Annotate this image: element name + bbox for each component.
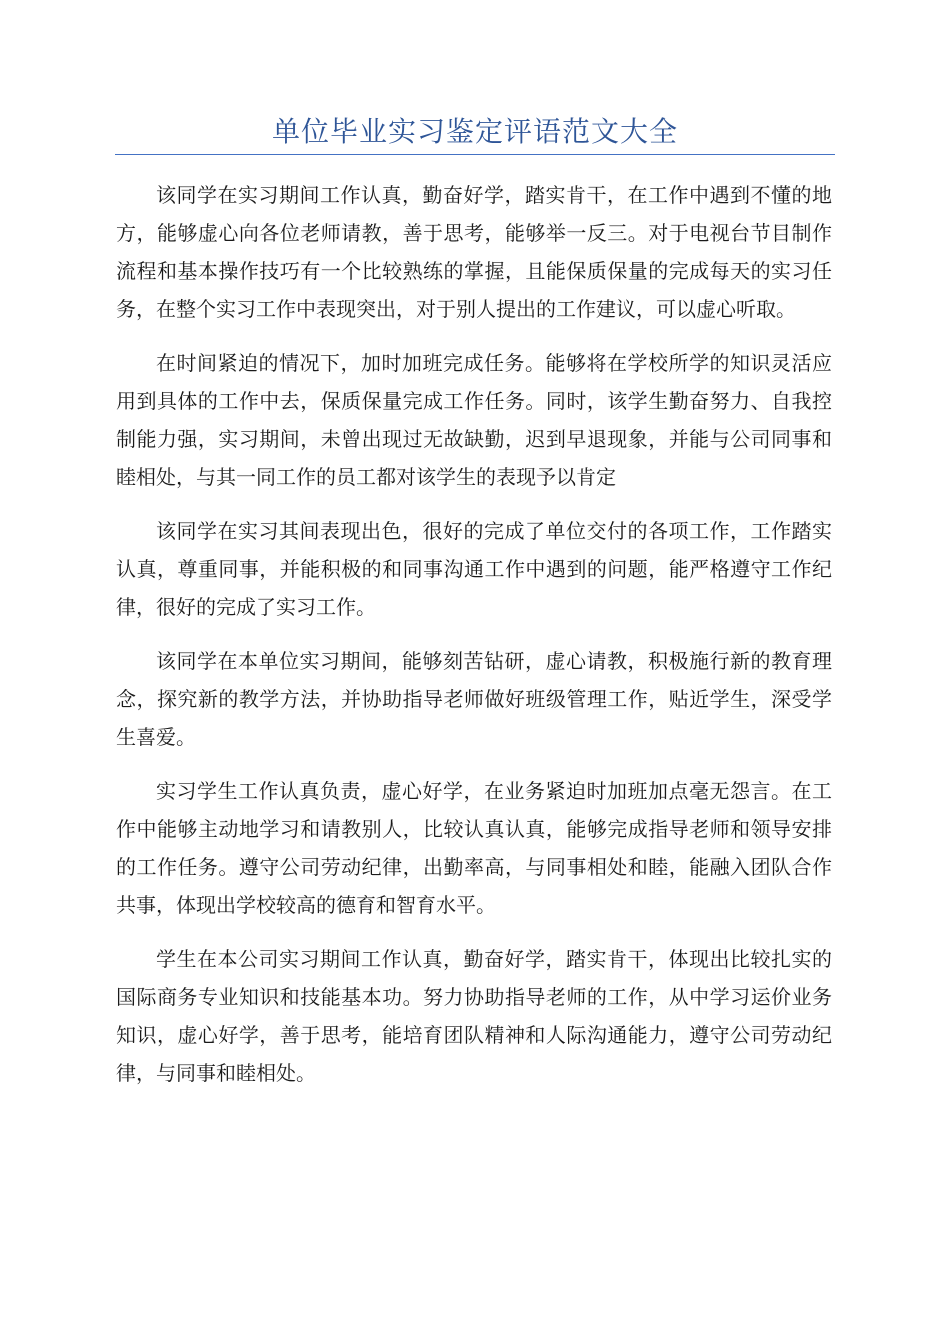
paragraph-3: 该同学在实习其间表现出色，很好的完成了单位交付的各项工作，工作踏实认真，尊重同事，并能积极的和同事沟通工作中遇到的问题，能严格遵守工作纪律，很好的完成了实习工作。: [116, 519, 832, 619]
paragraph-2: 在时间紧迫的情况下，加时加班完成任务。能够将在学校所学的知识灵活应用到具体的工作中去，保质保量完成工作任务。同时，该学生勤奋努力、自我控制能力强，实习期间，未曾出现过无故缺勤，迟到早退现象，并能与公司同事和睦相处，与其一同工作的员工都对该学生的表现予以肯定: [116, 351, 832, 489]
title-underline: [115, 154, 835, 155]
paragraph-1: 该同学在实习期间工作认真，勤奋好学，踏实肯干，在工作中遇到不懂的地方，能够虚心向各位老师请教，善于思考，能够举一反三。对于电视台节目制作流程和基本操作技巧有一个比较熟练的掌握，且能保质保量的完成每天的实习任务，在整个实习工作中表现突出，对于别人提出的工作建议，可以虚心听取。: [116, 183, 832, 321]
paragraph-5: 实习学生工作认真负责，虚心好学，在业务紧迫时加班加点毫无怨言。在工作中能够主动地学习和请教别人，比较认真认真，能够完成指导老师和领导安排的工作任务。遵守公司劳动纪律，出勤率高，与同事相处和睦，能融入团队合作共事，体现出学校较高的德育和智育水平。: [116, 779, 832, 917]
document-body: [116, 176, 832, 1108]
paragraph-6: 学生在本公司实习期间工作认真，勤奋好学，踏实肯干，体现出比较扎实的国际商务专业知识和技能基本功。努力协助指导老师的工作，从中学习运价业务知识，虚心好学，善于思考，能培育团队精神和人际沟通能力，遵守公司劳动纪律，与同事和睦相处。: [116, 947, 832, 1085]
paragraph-4: 该同学在本单位实习期间，能够刻苦钻研，虚心请教，积极施行新的教育理念，探究新的教学方法，并协助指导老师做好班级管理工作，贴近学生，深受学生喜爱。: [116, 649, 832, 749]
document-title: 单位毕业实习鉴定评语范文大全: [271, 115, 678, 148]
